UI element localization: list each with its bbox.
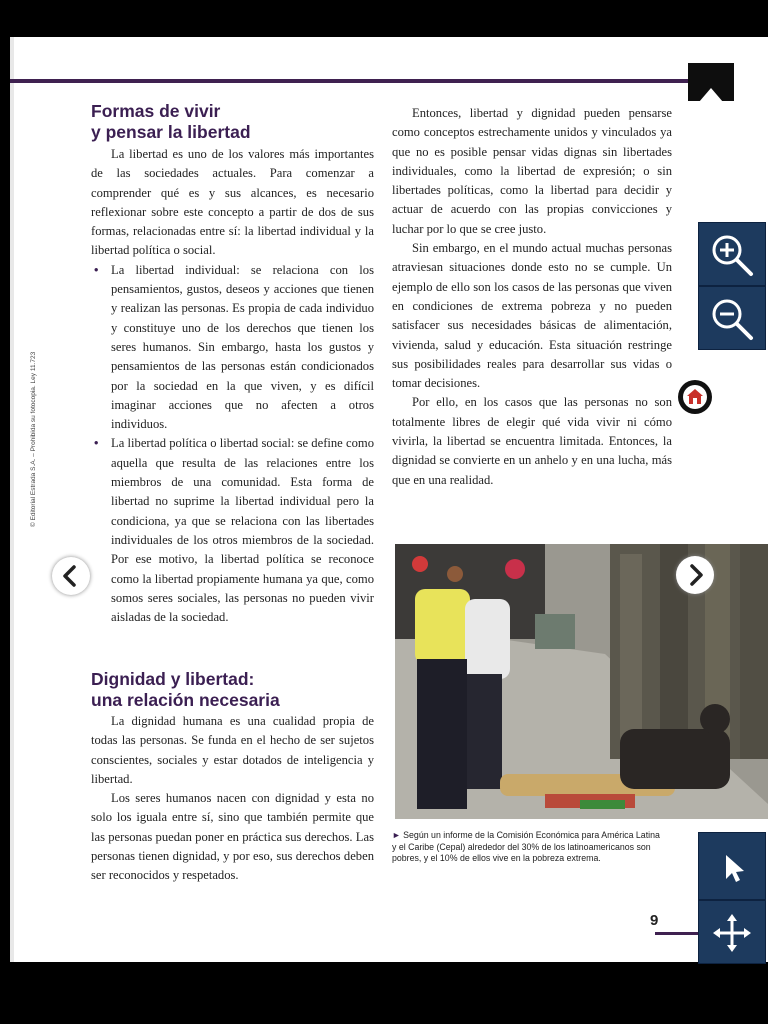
move-icon bbox=[699, 901, 765, 963]
page-spine bbox=[10, 37, 14, 962]
cursor-icon bbox=[699, 833, 765, 899]
section-title-line1: Dignidad y libertad: bbox=[91, 669, 255, 689]
move-tool-button[interactable] bbox=[698, 900, 766, 964]
bullet-list bbox=[91, 261, 374, 628]
bookmark-icon[interactable] bbox=[688, 63, 734, 101]
paragraph: La dignidad humana es una cualidad propia de todas las personas. Se funda en el hecho de ser sujetos conscientes, sociales y estar dotados de inteligencia y libertad. bbox=[91, 714, 374, 786]
caption-text: Según un informe de la Comisión Económica para América Latina y el Caribe (Cepal) alrededor del 30% de los latinoamericanos son pobres, y el 10% de ellos vive en la pobreza extrema. bbox=[392, 830, 660, 863]
section-title-line2: una relación necesaria bbox=[91, 690, 280, 710]
paragraph: Los seres humanos nacen con dignidad y esta no solo los iguala entre sí, sino que también permite que las personas puedan poner en práctica sus derechos. Las personas tienen dignidad, y por eso, sus derechos deben ser reconocidos y respetados. bbox=[91, 791, 374, 883]
left-column-bottom bbox=[91, 712, 374, 886]
top-divider bbox=[10, 79, 705, 83]
section-title-line2: y pensar la libertad bbox=[91, 122, 251, 142]
paragraph: Sin embargo, en el mundo actual muchas personas atraviesan situaciones donde esto no se cumple. Un ejemplo de ello son los casos de las personas que viven en condiciones de extrema pobreza y no pueden satisfacer sus necesidades básicas de alimentación, vivienda, salud y educación. Esta situación restringe sus posibilidades reales para desarrollar sus vidas o tomar decisiones. bbox=[392, 241, 672, 391]
photo-caption bbox=[392, 830, 662, 865]
section-title-dignidad bbox=[91, 669, 280, 711]
paragraph: Entonces, libertad y dignidad pueden pensarse como conceptos estrechamente unidos y vinculados ya que no es posible pensar vidas dignas sin libertades individuales, como la libertad de expresión; o sin libertades políticas, como la libertad para decidir y actuar de acuerdo con las propias convicciones y luchar por lo que se cree justo. bbox=[392, 106, 672, 236]
copyright-note: © Editorial Estrada S.A. – Prohibida su fotocopia. Ley 11.723 bbox=[30, 351, 37, 527]
zoom-out-button[interactable] bbox=[698, 286, 766, 350]
paragraph: Por ello, en los casos que las personas no son totalmente libres de elegir qué vida vivir ni cómo vivirla, la libertad se encuentra limitada. Entonces, la dignidad se convierte en un anhelo y en una lucha, más que en una realidad. bbox=[392, 395, 672, 487]
next-page-button[interactable] bbox=[676, 556, 714, 594]
section-title-formas bbox=[91, 101, 251, 143]
paragraph: La libertad es uno de los valores más importantes de las sociedades actuales. Para comenzar a comprender qué es y sus alcances, es necesario reflexionar sobre este concepto a partir de dos de sus formas, relacionadas entre sí: la libertad individual y la libertad política o social. bbox=[91, 147, 374, 258]
chevron-left-icon bbox=[52, 557, 90, 595]
right-column bbox=[392, 104, 672, 490]
zoom-in-icon bbox=[699, 223, 765, 285]
home-button[interactable] bbox=[678, 380, 712, 414]
zoom-out-icon bbox=[699, 287, 765, 349]
home-icon bbox=[678, 380, 712, 414]
list-item: • La libertad política o libertad social: se define como aquella que resulta de las relaciones entre los miembros de una comunidad. Esta forma de libertad no suprime la libertad individual pero la condiciona, ya que se relaciona con las libertades individuales de los otros miembros de la sociedad. Por ese motivo, la libertad política se reconoce como la libertad propiamente humana ya que, como somos seres sociales, las personas no pueden vivir aisladas de la sociedad. bbox=[111, 434, 374, 627]
left-column bbox=[91, 145, 374, 627]
previous-page-button[interactable] bbox=[52, 557, 90, 595]
chevron-right-icon bbox=[676, 556, 714, 594]
caption-arrow-icon: ► bbox=[392, 830, 401, 840]
section-title-line1: Formas de vivir bbox=[91, 101, 221, 121]
page-number: 9 bbox=[650, 912, 659, 929]
book-page bbox=[10, 37, 768, 962]
zoom-in-button[interactable] bbox=[698, 222, 766, 286]
list-item: • La libertad individual: se relaciona con los pensamientos, gustos, deseos y acciones que tienen y realizan las personas. Es propia de cada individuo y constituye uno de los derechos que tienen los seres humanos. Sin embargo, hasta los gustos y pensamientos de las personas están condicionados por la sociedad en la que viven, y es difícil imaginar acciones que no afecten a otros individuos. bbox=[111, 261, 374, 435]
pointer-tool-button[interactable] bbox=[698, 832, 766, 900]
